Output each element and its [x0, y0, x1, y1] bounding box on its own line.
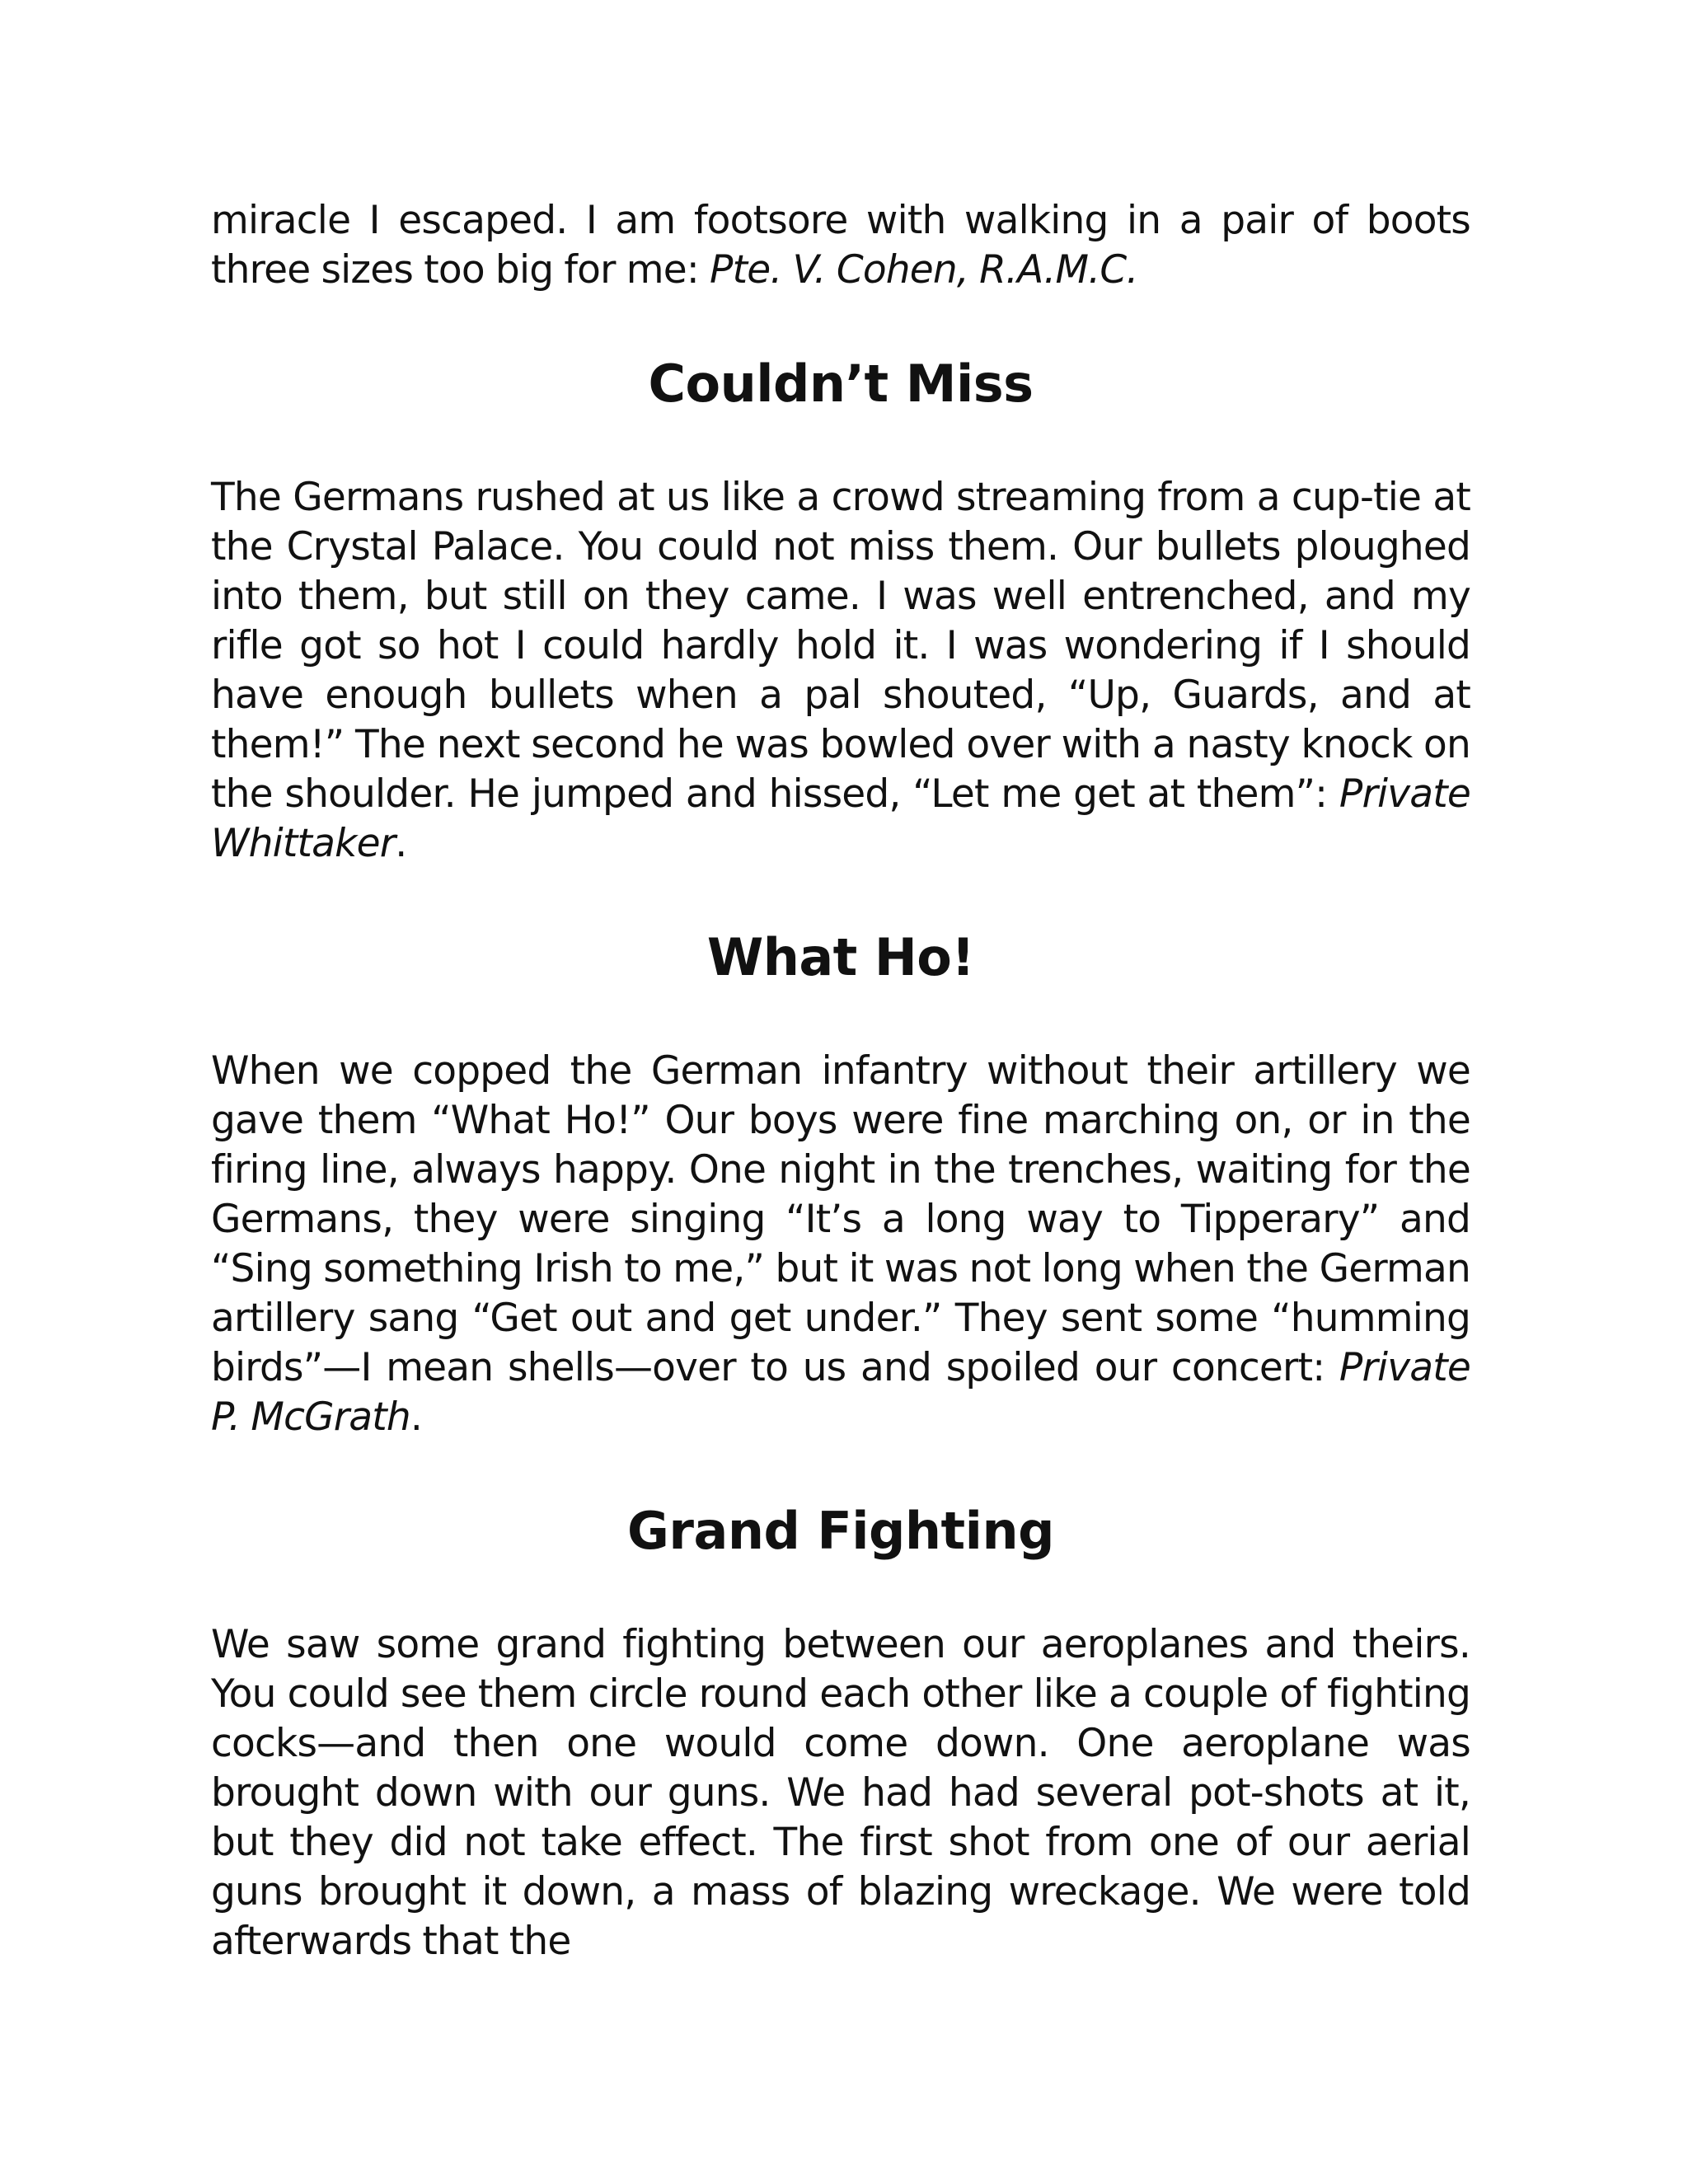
document-page	[211, 196, 1470, 1966]
paragraph-text: The Germans rushed at us like a crowd streaming from a cup-tie at the Crystal Palace. You could not miss them. Our bullets ploughed into them, but still on they came. I was well entrenched, and my rifle got so hot I could hardly hold it. I was wondering if I should have enough bullets when a pal shouted, “Up, Guards, and at them!” The next second he was bowled over with a nasty knock on the shoulder. He jumped and hissed, “Let me get at them”:	[211, 475, 1470, 817]
attribution: Private Whittaker	[211, 771, 1470, 866]
paragraph-text: We saw some grand fighting between our aeroplanes and theirs. You could see them circle round each other like a couple of fighting cocks—and then one would come down. One aeroplane was brought down with our guns. We had had several pot-shots at it, but they did not take effect. The first shot from one of our aerial guns brought it down, a mass of blazing wreckage. We were told afterwards that the	[211, 1622, 1470, 1964]
section-heading-what-ho: What Ho!	[706, 927, 975, 987]
paragraph-end: .	[395, 821, 407, 866]
paragraph-whittaker	[211, 473, 1470, 869]
paragraph-end: .	[410, 1394, 423, 1440]
paragraph-grand-fighting	[211, 1620, 1470, 1966]
paragraph-cohen	[211, 196, 1470, 295]
attribution: Pte. V. Cohen, R.A.M.C.	[710, 247, 1138, 293]
attribution: Private P. McGrath	[211, 1345, 1470, 1440]
paragraph-text: When we copped the German infantry without their artillery we gave them “What Ho!” Our boys were fine marching on, or in the firing line, always happy. One night in the trenches, waiting for the Germans, they were singing “It’s a long way to Tipperary” and “Sing something Irish to me,” but it was not long when the German artillery sang “Get out and get under.” They sent some “humming birds”—I mean shells—over to us and spoiled our concert:	[211, 1048, 1470, 1390]
section-heading-couldnt-miss: Couldn’t Miss	[648, 354, 1034, 414]
section-heading-grand-fighting: Grand Fighting	[627, 1501, 1054, 1561]
paragraph-text: miracle I escaped. I am footsore with walking in a pair of boots three sizes too big for me:	[211, 198, 1470, 293]
paragraph-mcgrath	[211, 1047, 1470, 1442]
